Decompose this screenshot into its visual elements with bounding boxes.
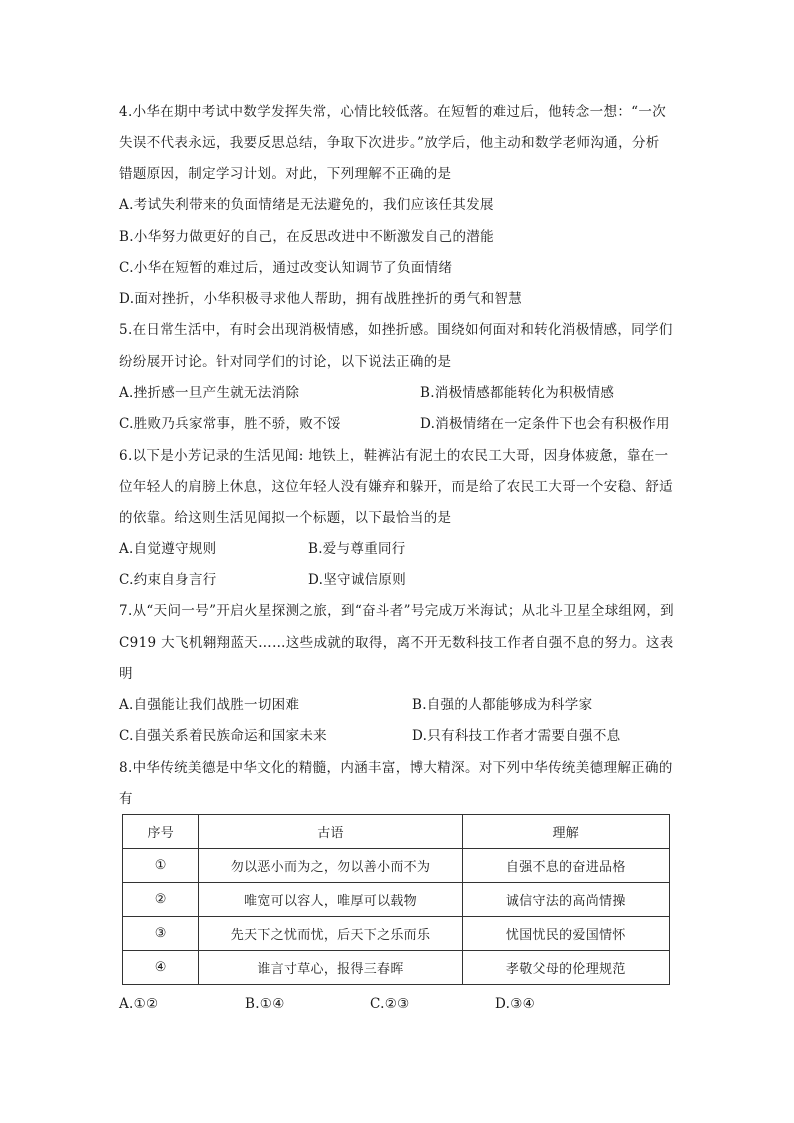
q6-stem-line-1: 6.以下是小芳记录的生活见闻: 地铁上，鞋裤沾有泥土的农民工大哥，因身体疲惫，靠在一 (119, 448, 669, 464)
q6-stem-line-3: 的依靠。给这则生活见闻拟一个标题，以下最恰当的是 (119, 510, 452, 526)
q7-stem-line-3: 明 (119, 666, 133, 682)
row-understanding: 孝敬父母的伦理规范 (462, 951, 669, 985)
q8-stem-line-1: 8.中华传统美德是中华文化的精髓，内涵丰富，博大精深。对下列中华传统美德理解正确的 (119, 760, 673, 776)
header-index: 序号 (123, 815, 199, 849)
row-saying: 勿以恶小而为之，勿以善小而不为 (199, 849, 462, 883)
virtues-table (122, 814, 670, 985)
q7-option-d: D.只有科技工作者才需要自强不息 (412, 728, 621, 744)
q4-stem-line-3: 错题原因，制定学习计划。对此，下列理解不正确的是 (119, 166, 452, 182)
q5-stem-line-1: 5.在日常生活中，有时会出现消极情感，如挫折感。围绕如何面对和转化消极情感，同学们 (119, 322, 673, 338)
q6-option-a: A.自觉遵守规则 (119, 541, 217, 557)
row-saying: 唯宽可以容人，唯厚可以载物 (199, 883, 462, 917)
q8-option-d: D.③④ (495, 996, 536, 1012)
q6-option-d: D.坚守诚信原则 (308, 572, 407, 588)
q6-stem-line-2: 位年轻人的肩膀上休息，这位年轻人没有嫌弃和躲开，而是给了农民工大哥一个安稳、舒适 (119, 479, 673, 495)
row-understanding: 忧国忧民的爱国情怀 (462, 917, 669, 951)
row-index: ④ (123, 951, 199, 985)
q4-option-a: A.考试失利带来的负面情绪是无法避免的，我们应该任其发展 (119, 197, 494, 213)
table-row (123, 951, 670, 985)
row-index: ③ (123, 917, 199, 951)
q4-stem-line-2: 失误不代表永远，我要反思总结，争取下次进步。”放学后，他主动和数学老师沟通，分析 (119, 135, 660, 151)
q5-stem-line-2: 纷纷展开讨论。针对同学们的讨论，以下说法正确的是 (119, 354, 452, 370)
table-row (123, 917, 670, 951)
table-header-row (123, 815, 670, 849)
row-saying: 先天下之忧而忧，后天下之乐而乐 (199, 917, 462, 951)
q8-option-a: A.①② (119, 996, 159, 1012)
table-row (123, 883, 670, 917)
q5-option-c: C.胜败乃兵家常事，胜不骄，败不馁 (119, 416, 341, 432)
q7-option-b: B.自强的人都能够成为科学家 (412, 697, 593, 713)
header-saying: 古语 (199, 815, 462, 849)
row-saying: 谁言寸草心，报得三春晖 (199, 951, 462, 985)
q5-option-a: A.挫折感一旦产生就无法消除 (119, 385, 300, 401)
q7-option-c: C.自强关系着民族命运和国家未来 (119, 728, 327, 744)
row-index: ② (123, 883, 199, 917)
q5-option-b: B.消极情感都能转化为积极情感 (420, 385, 615, 401)
q7-stem-line-1: 7.从“天问一号”开启火星探测之旅，到“奋斗者”号完成万米海试；从北斗卫星全球组网，到 (119, 603, 675, 619)
q7-option-a: A.自强能让我们战胜一切困难 (119, 697, 300, 713)
q8-option-c: C.②③ (370, 996, 410, 1012)
q7-stem-line-2: C919 大飞机翱翔蓝天……这些成就的取得，离不开无数科技工作者自强不息的努力。这表 (119, 635, 674, 651)
q6-option-b: B.爱与尊重同行 (308, 541, 406, 557)
row-understanding: 诚信守法的高尚情操 (462, 883, 669, 917)
q8-option-b: B.①④ (245, 996, 285, 1012)
q8-stem-line-2: 有 (119, 791, 133, 807)
table-row (123, 849, 670, 883)
q6-option-c: C.约束自身言行 (119, 572, 217, 588)
q4-option-d: D.面对挫折，小华积极寻求他人帮助，拥有战胜挫折的勇气和智慧 (119, 291, 523, 307)
q4-option-c: C.小华在短暂的难过后，通过改变认知调节了负面情绪 (119, 260, 453, 276)
row-index: ① (123, 849, 199, 883)
q4-option-b: B.小华努力做更好的自己，在反思改进中不断激发自己的潜能 (119, 229, 495, 245)
header-understanding: 理解 (462, 815, 669, 849)
q5-option-d: D.消极情绪在一定条件下也会有积极作用 (420, 416, 670, 432)
row-understanding: 自强不息的奋进品格 (462, 849, 669, 883)
q4-stem-line-1: 4.小华在期中考试中数学发挥失常，心情比较低落。在短暂的难过后，他转念一想：“一次 (119, 104, 667, 120)
